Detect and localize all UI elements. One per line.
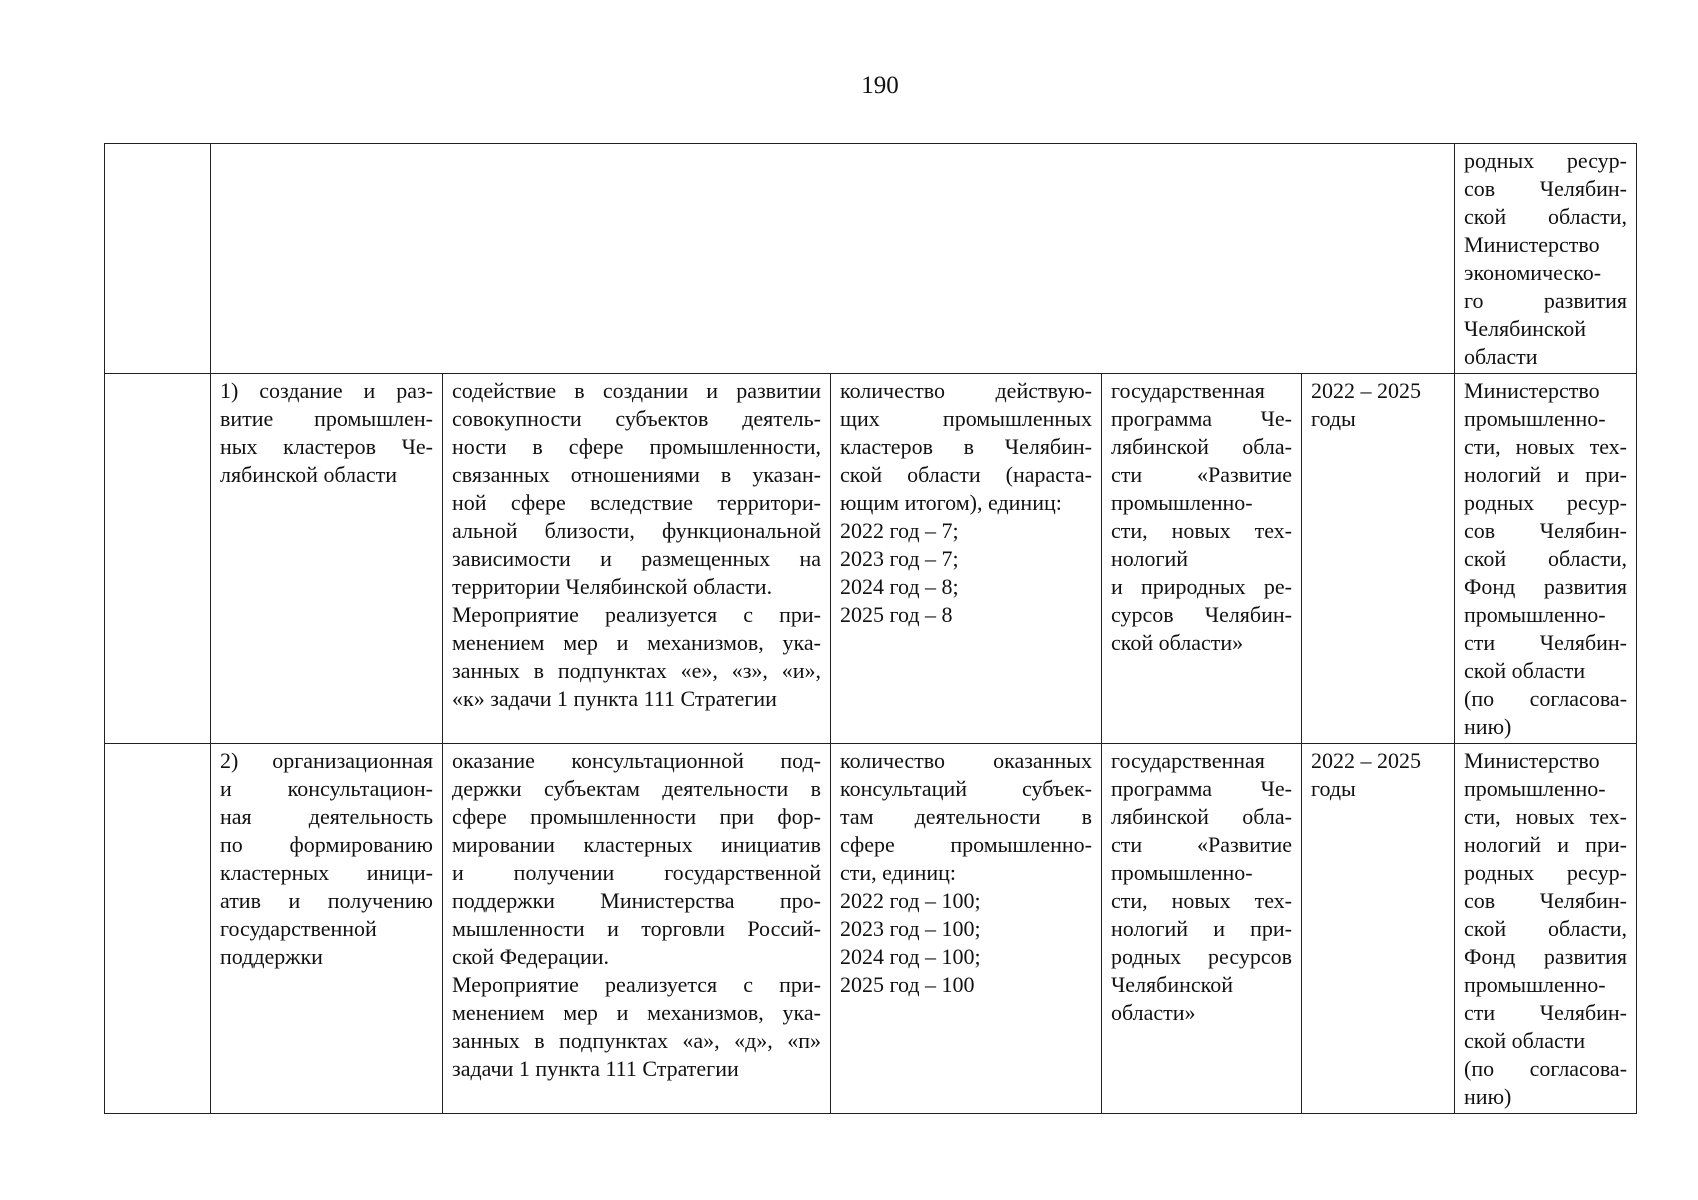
- cell-line: экономическо-: [1464, 260, 1602, 285]
- cell-line: 2023 год – 7;: [840, 546, 959, 571]
- cell-line: связанных отношениями в указан-: [452, 462, 821, 487]
- cell-line: ской Федерации.: [452, 944, 610, 969]
- cell-line: Челябинской: [1464, 316, 1587, 341]
- cell-line: сфере промышленности при фор-: [452, 804, 821, 829]
- cell-line: и получении государственной: [452, 860, 821, 885]
- cell-line: ности в сфере промышленности,: [452, 434, 821, 459]
- cell-line: и консультацион-: [220, 776, 433, 801]
- cell-line: го развития: [1464, 288, 1628, 313]
- cell-line: сти «Развитие: [1111, 832, 1292, 857]
- indicator-cell: [831, 374, 1102, 744]
- cell-line: витие промышлен-: [220, 406, 433, 431]
- cell-line: держки субъектам деятельности в: [452, 776, 821, 801]
- cell-line: нию): [1464, 714, 1512, 739]
- cell-line: сов Челябин-: [1464, 176, 1628, 201]
- cell-line: (по согласова-: [1464, 686, 1628, 711]
- cell-line: родных ресур-: [1464, 490, 1628, 515]
- cell-line: менением мер и механизмов, ука-: [452, 630, 821, 655]
- cell-line: государственная: [1111, 748, 1265, 773]
- cell-line: менением мер и механизмов, ука-: [452, 1000, 821, 1025]
- cell-line: ской области,: [1464, 204, 1628, 229]
- period-cell: [1302, 374, 1455, 744]
- cell-line: нологий и при-: [1464, 832, 1628, 857]
- cell-line: промышленно-: [1464, 776, 1606, 801]
- period-cell: [1302, 744, 1455, 1114]
- event-cell: [211, 744, 443, 1114]
- cell-line: программа Че-: [1111, 406, 1292, 431]
- cell-line: поддержки Министерства про-: [452, 888, 821, 913]
- cell-line: Фонд развития: [1464, 944, 1628, 969]
- cell-line: совокупности субъектов деятель-: [452, 406, 821, 431]
- cell-line: занных в подпунктах «е», «з», «и»,: [452, 658, 821, 683]
- cell-line: сов Челябин-: [1464, 888, 1628, 913]
- cell-line: сов Челябин-: [1464, 518, 1628, 543]
- cell-line: количество оказанных: [840, 748, 1092, 773]
- cell-line: кластеров в Челябин-: [840, 434, 1092, 459]
- number-cell: [105, 374, 211, 744]
- cell-line: сфере промышленно-: [840, 832, 1092, 857]
- cell-line: оказание консультационной под-: [452, 748, 821, 773]
- cell-line: альной близости, функциональной: [452, 518, 821, 543]
- cell-line: 2024 год – 8;: [840, 574, 959, 599]
- cell-line: промышленно-: [1111, 490, 1253, 515]
- cell-line: занных в подпунктах «а», «д», «п»: [452, 1028, 821, 1053]
- cell-line: Министерство: [1464, 232, 1600, 257]
- cell-line: по формированию: [220, 832, 433, 857]
- cell-line: там деятельности в: [840, 804, 1092, 829]
- cell-line: «к» задачи 1 пункта 111 Стратегии: [452, 686, 777, 711]
- program-cell: [1102, 374, 1302, 744]
- cell-line: ных кластеров Че-: [220, 434, 433, 459]
- cell-line: ской области,: [1464, 916, 1628, 941]
- cell-line: 2022 – 2025: [1311, 748, 1421, 773]
- content-cell: [443, 374, 831, 744]
- cell-line: территории Челябинской области.: [452, 574, 773, 599]
- responsible-cell: [1455, 374, 1637, 744]
- cell-line: годы: [1311, 776, 1356, 801]
- cell-line: Министерство: [1464, 748, 1600, 773]
- cell-line: сти, новых тех-: [1111, 518, 1292, 543]
- cell-line: сти, новых тех-: [1464, 434, 1628, 459]
- cell-line: 2022 год – 7;: [840, 518, 959, 543]
- cell-line: лябинской обла-: [1111, 804, 1292, 829]
- cell-line: содействие в создании и развитии: [452, 378, 821, 403]
- cell-line: мышленности и торговли Россий-: [452, 916, 821, 941]
- table-row: [105, 374, 1637, 744]
- cell-line: промышленно-: [1464, 972, 1606, 997]
- table-row: [105, 144, 1637, 374]
- cell-line: родных ресур-: [1464, 860, 1628, 885]
- cell-line: программа Че-: [1111, 776, 1292, 801]
- cell-line: количество действую-: [840, 378, 1092, 403]
- cell-line: 2022 год – 100;: [840, 888, 981, 913]
- cell-line: 2025 год – 8: [840, 602, 953, 627]
- cell-line: Мероприятие реализуется с при-: [452, 972, 821, 997]
- cell-line: и природных ре-: [1111, 574, 1292, 599]
- cell-line: нологий и при-: [1111, 916, 1292, 941]
- cell-line: сти Челябин-: [1464, 1000, 1628, 1025]
- cell-line: ской области»: [1111, 630, 1244, 655]
- responsible-cell: [1455, 144, 1637, 374]
- cell-line: государственная: [1111, 378, 1265, 403]
- cell-line: задачи 1 пункта 111 Стратегии: [452, 1056, 739, 1081]
- cell-line: 2023 год – 100;: [840, 916, 981, 941]
- cell-line: ской области,: [1464, 546, 1628, 571]
- cell-line: сти, новых тех-: [1464, 804, 1628, 829]
- activities-table: [104, 143, 1637, 1114]
- cell-line: Челябинской: [1111, 972, 1234, 997]
- number-cell: [105, 744, 211, 1114]
- cell-line: мировании кластерных инициатив: [452, 832, 821, 857]
- cell-line: лябинской области: [220, 462, 397, 487]
- cell-line: ная деятельность: [220, 804, 433, 829]
- cell-line: 2) организационная: [220, 748, 433, 773]
- cell-line: ской области (нараста-: [840, 462, 1092, 487]
- indicator-cell: [831, 744, 1102, 1114]
- cell-line: области: [1464, 344, 1538, 369]
- cell-line: (по согласова-: [1464, 1056, 1628, 1081]
- cell-line: ющим итогом), единиц:: [840, 490, 1062, 515]
- cell-line: промышленно-: [1464, 406, 1606, 431]
- cell-line: поддержки: [220, 944, 323, 969]
- cell-line: сти, новых тех-: [1111, 888, 1292, 913]
- cell-line: 1) создание и раз-: [220, 378, 433, 403]
- number-cell: [105, 144, 211, 374]
- cell-line: консультаций субъек-: [840, 776, 1092, 801]
- cell-line: ской области: [1464, 658, 1586, 683]
- cell-line: годы: [1311, 406, 1356, 431]
- cell-line: сти Челябин-: [1464, 630, 1628, 655]
- page-number: 190: [861, 72, 899, 99]
- cell-line: ской области: [1464, 1028, 1586, 1053]
- cell-line: Фонд развития: [1464, 574, 1628, 599]
- cell-line: зависимости и размещенных на: [452, 546, 821, 571]
- content-cell: [443, 744, 831, 1114]
- cell-line: нию): [1464, 1084, 1512, 1109]
- cell-line: Мероприятие реализуется с при-: [452, 602, 821, 627]
- cell-line: 2024 год – 100;: [840, 944, 981, 969]
- cell-line: родных ресур-: [1464, 148, 1628, 173]
- cell-line: щих промышленных: [840, 406, 1092, 431]
- cell-line: 2025 год – 100: [840, 972, 975, 997]
- table-row: [105, 744, 1637, 1114]
- cell-line: 2022 – 2025: [1311, 378, 1421, 403]
- cell-line: Министерство: [1464, 378, 1600, 403]
- cell-line: нологий и при-: [1464, 462, 1628, 487]
- merged-empty-cell: [211, 144, 1455, 374]
- cell-line: ной сфере вследствие территори-: [452, 490, 821, 515]
- cell-line: родных ресурсов: [1111, 944, 1292, 969]
- cell-line: кластерных иници-: [220, 860, 433, 885]
- cell-line: области»: [1111, 1000, 1196, 1025]
- cell-line: сурсов Челябин-: [1111, 602, 1292, 627]
- cell-line: промышленно-: [1111, 860, 1253, 885]
- cell-line: сти, единиц:: [840, 860, 957, 885]
- responsible-cell: [1455, 744, 1637, 1114]
- program-cell: [1102, 744, 1302, 1114]
- cell-line: государственной: [220, 916, 377, 941]
- event-cell: [211, 374, 443, 744]
- cell-line: нологий: [1111, 546, 1189, 571]
- cell-line: промышленно-: [1464, 602, 1606, 627]
- cell-line: сти «Развитие: [1111, 462, 1292, 487]
- cell-line: лябинской обла-: [1111, 434, 1292, 459]
- cell-line: атив и получению: [220, 888, 433, 913]
